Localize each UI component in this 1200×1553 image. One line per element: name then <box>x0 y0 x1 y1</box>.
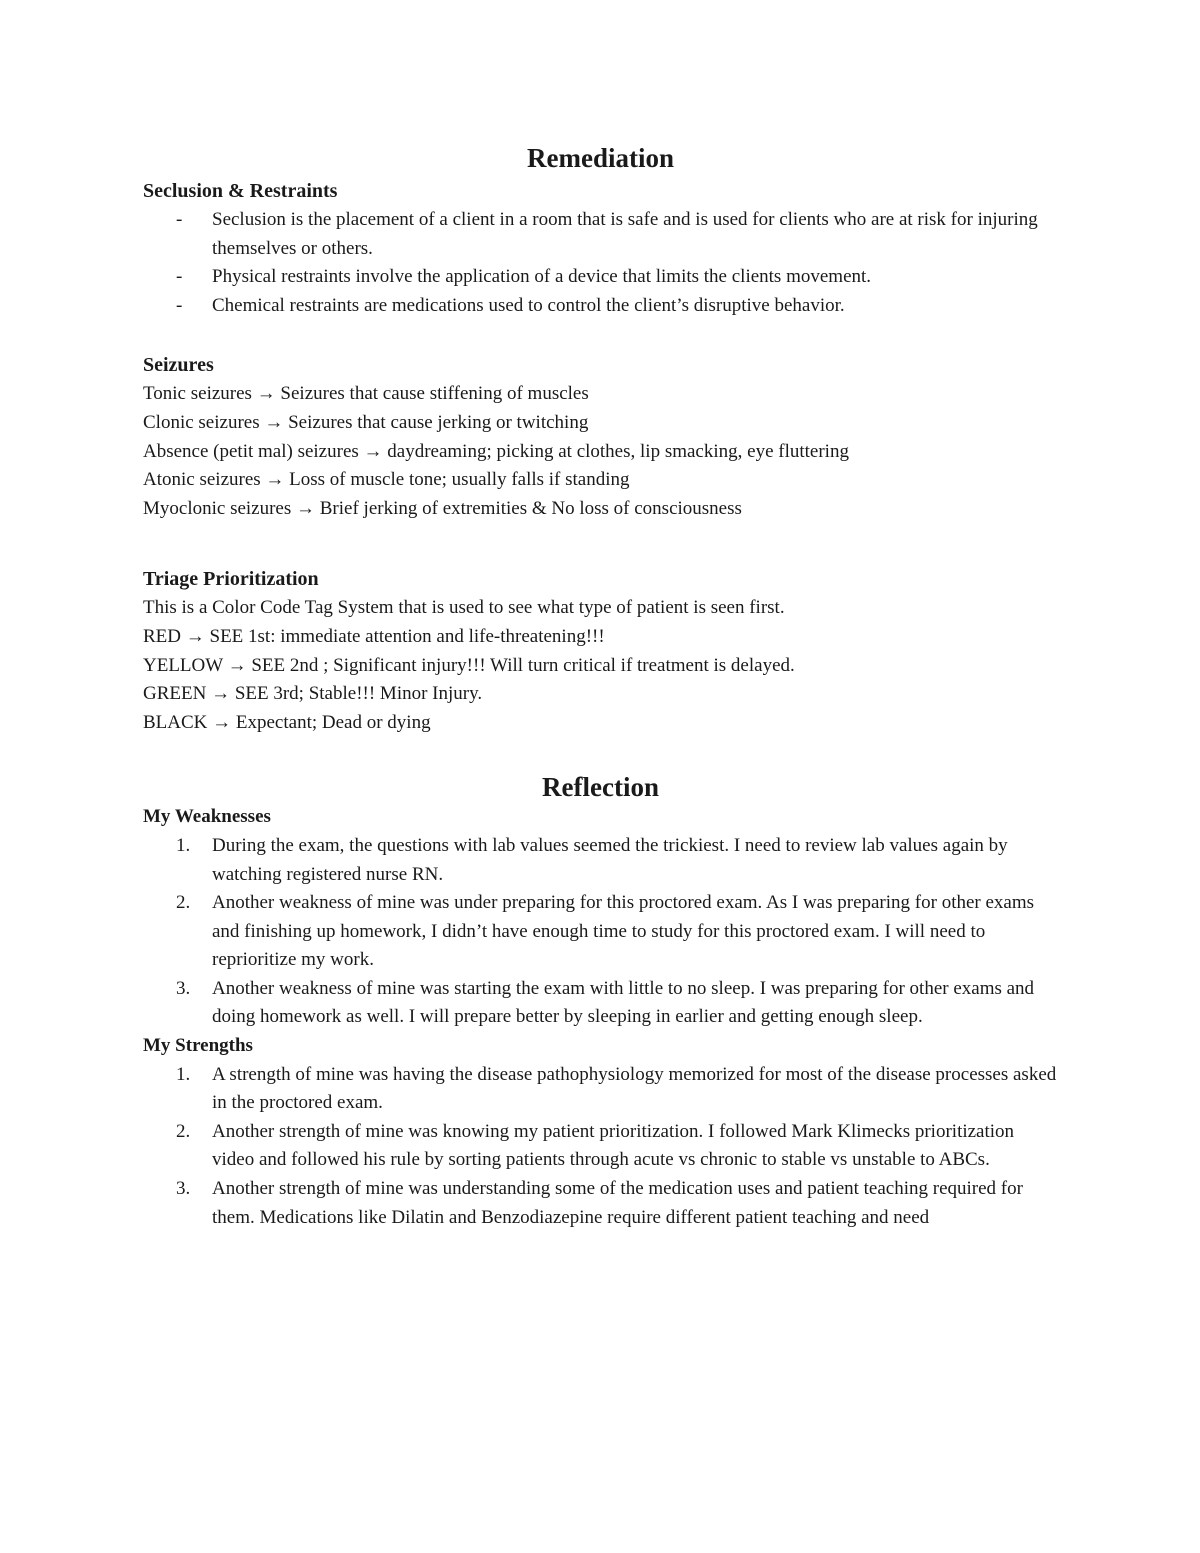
list-item <box>143 292 1058 321</box>
list-item-text: Physical restraints involve the application of a device that limits the clients movement. <box>212 266 872 288</box>
seclusion-heading: Seclusion & Restraints <box>143 180 338 202</box>
weaknesses-heading: My Weaknesses <box>143 806 271 828</box>
weaknesses-list <box>143 832 1058 1032</box>
number-marker: 1. <box>176 834 191 856</box>
number-marker: 1. <box>176 1063 191 1085</box>
list-item <box>143 975 1058 1032</box>
number-marker: 2. <box>176 892 191 914</box>
number-marker: 2. <box>176 1120 191 1142</box>
list-item <box>143 263 1058 292</box>
triage-line: YELLOW → SEE 2nd ; Significant injury!!! Will turn critical if treatment is delayed. <box>143 654 795 676</box>
dash-marker: - <box>176 294 183 316</box>
list-item-text: A strength of mine was having the disease pathophysiology memorized for most of the disease processes asked in the proctored exam. <box>212 1063 1057 1114</box>
remediation-title: Remediation <box>527 143 674 173</box>
spacer <box>143 320 1058 350</box>
list-item <box>143 889 1058 975</box>
list-item-text: Another strength of mine was knowing my patient prioritization. I followed Mark Klimecks prioritization video and followed his rule by sorting patients through acute vs chronic to stable vs unstable to ABCs. <box>212 1120 1015 1171</box>
number-marker: 3. <box>176 1178 191 1200</box>
seizures-lines <box>143 380 1058 523</box>
list-item-text: Another weakness of mine was starting the exam with little to no sleep. I was preparing for other exams and doing homework as well. I will prepare better by sleeping in earlier and getting enough sleep. <box>212 977 1035 1028</box>
list-item-text: Another strength of mine was understanding some of the medication uses and patient teaching required for them. Medications like Dilatin and Benzodiazepine require different patient teaching and need <box>212 1178 1023 1228</box>
list-item-text: During the exam, the questions with lab values seemed the trickiest. I need to review lab values again by watching registered nurse RN. <box>212 834 1008 885</box>
seizures-heading: Seizures <box>143 354 214 377</box>
triage-line: BLACK → Expectant; Dead or dying <box>143 711 431 733</box>
seizure-line: Absence (petit mal) seizures → daydreaming; picking at clothes, lip smacking, eye fluttering <box>143 440 849 462</box>
triage-heading: Triage Prioritization <box>143 568 319 591</box>
number-marker: 3. <box>176 977 191 999</box>
seizure-line: Myoclonic seizures → Brief jerking of extremities & No loss of consciousness <box>143 497 742 519</box>
list-item-text: Another weakness of mine was under preparing for this proctored exam. As I was preparing for other exams and finishing up homework, I didn’t have enough time to study for this proctored exam. I will need to reprioritize my work. <box>212 892 1035 971</box>
seizure-line: Clonic seizures → Seizures that cause jerking or twitching <box>143 411 589 433</box>
list-item <box>143 1118 1058 1175</box>
seclusion-list <box>143 206 1058 320</box>
triage-lines <box>143 594 1058 737</box>
triage-line: GREEN → SEE 3rd; Stable!!! Minor Injury. <box>143 683 483 705</box>
list-item <box>143 1175 1058 1232</box>
dash-marker: - <box>176 209 183 230</box>
strengths-list <box>143 1061 1058 1233</box>
spacer <box>143 523 1058 564</box>
list-item <box>143 1061 1058 1118</box>
list-item-text: Chemical restraints are medications used to control the client’s disruptive behavior. <box>212 294 845 316</box>
triage-line: RED → SEE 1st: immediate attention and life-threatening!!! <box>143 625 605 647</box>
seizure-line: Tonic seizures → Seizures that cause stiffening of muscles <box>143 383 589 405</box>
list-item <box>143 206 1058 263</box>
reflection-title: Reflection <box>542 772 659 803</box>
list-item-text: Seclusion is the placement of a client in a room that is safe and is used for clients who are at risk for injuring themselves or others. <box>212 209 1038 259</box>
triage-line: This is a Color Code Tag System that is used to see what type of patient is seen first. <box>143 597 785 619</box>
dash-marker: - <box>176 266 183 288</box>
seizure-line: Atonic seizures → Loss of muscle tone; usually falls if standing <box>143 469 630 491</box>
list-item <box>143 832 1058 889</box>
strengths-heading: My Strengths <box>143 1035 253 1057</box>
document-page <box>143 138 1058 1232</box>
